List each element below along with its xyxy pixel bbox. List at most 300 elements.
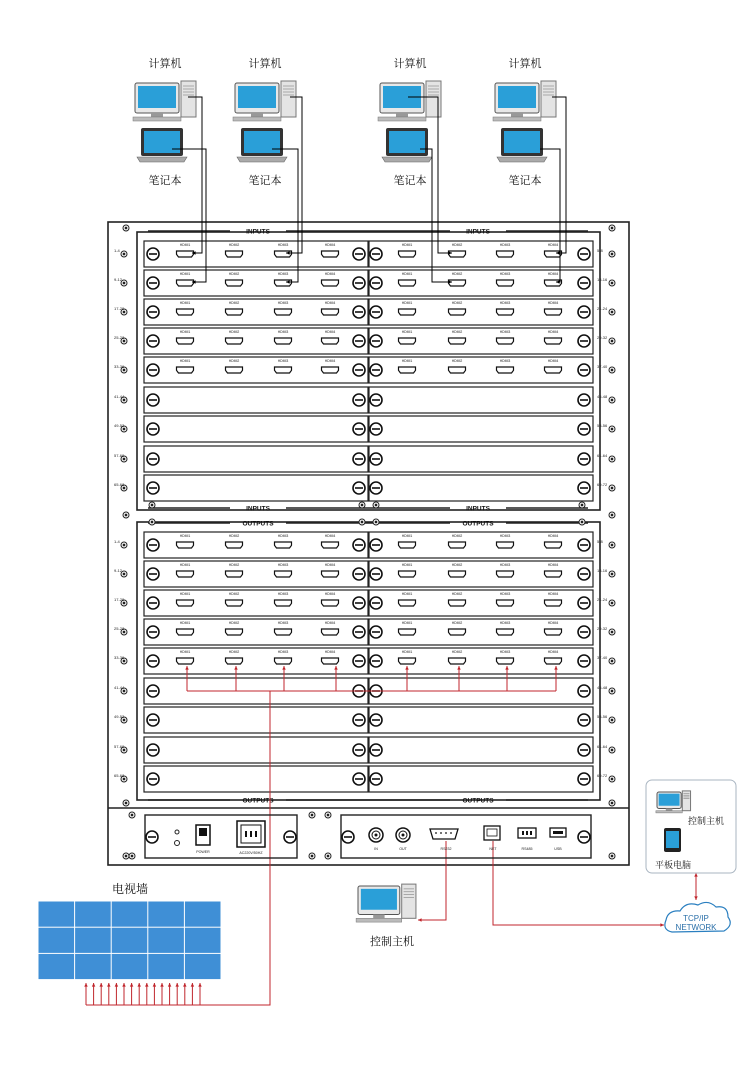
hdmi-port-label: HDMI4 <box>324 563 336 567</box>
hdmi-port-icon <box>322 629 339 635</box>
hdmi-port-label: HDMI2 <box>228 330 240 334</box>
screw-center <box>123 544 126 547</box>
tv-wall-input-arrow <box>191 983 194 987</box>
screw-center <box>611 855 614 858</box>
hdmi-port-icon <box>399 629 416 635</box>
hdmi-port-icon <box>322 280 339 286</box>
screw-center <box>611 428 614 431</box>
hdmi-port-icon <box>497 367 514 373</box>
hdmi-port-icon <box>226 338 243 344</box>
hdmi-port-icon <box>322 309 339 315</box>
hdmi-port-icon <box>497 600 514 606</box>
tv-wall-input-arrow <box>92 983 95 987</box>
screw-center <box>581 521 584 524</box>
power-switch-rocker <box>199 828 207 836</box>
screw-center <box>123 458 126 461</box>
slot-label-left: 65-68 <box>114 773 125 778</box>
bnc-pin <box>375 834 378 837</box>
screw-center <box>123 340 126 343</box>
section-label: OUTPUTS <box>462 520 494 528</box>
tv-wall-label: 电视墙 <box>111 882 149 896</box>
slot-label-left: 33-36 <box>114 364 125 369</box>
hdmi-port-icon <box>226 542 243 548</box>
slot-label-left: 1-4 <box>114 248 120 253</box>
screw-center <box>611 778 614 781</box>
net-link-arrow <box>660 923 664 926</box>
power-label: POWER <box>196 850 210 854</box>
hdmi-port-icon <box>275 629 292 635</box>
tablet-label: 平板电脑 <box>654 860 692 870</box>
tv-screen <box>75 954 111 979</box>
laptop-label: 笔记本 <box>393 175 427 187</box>
screw-center <box>123 660 126 663</box>
section-label: OUTPUTS <box>242 797 274 805</box>
hdmi-port-label: HDMI3 <box>277 330 289 334</box>
tv-screen <box>112 954 148 979</box>
hdmi-port-label: HDMI2 <box>228 621 240 625</box>
screw-center <box>123 311 126 314</box>
hdmi-port-label: HDMI1 <box>179 330 191 334</box>
hdmi-port-label: HDMI3 <box>499 243 511 247</box>
hdmi-port-icon <box>449 629 466 635</box>
slot-label-left: 9-12 <box>114 277 123 282</box>
slot-label-left: 25-28 <box>114 626 125 631</box>
screw-center <box>611 514 614 517</box>
screw-center <box>361 504 364 507</box>
computer-label: 计算机 <box>148 58 182 70</box>
hdmi-port-label: HDMI1 <box>401 592 413 596</box>
hdmi-port-label: HDMI2 <box>228 592 240 596</box>
port-label-out: OUT <box>399 847 407 851</box>
slot-label-right: 45-48 <box>597 394 608 399</box>
screw-center <box>611 602 614 605</box>
screw-center <box>151 504 154 507</box>
tv-wall <box>37 900 222 981</box>
hdmi-port-label: HDMI3 <box>499 621 511 625</box>
hdmi-port-icon <box>275 571 292 577</box>
slot-label-left: 41-44 <box>114 394 125 399</box>
screw-center <box>611 660 614 663</box>
hdmi-port-icon <box>449 251 466 257</box>
hdmi-port-icon <box>226 658 243 664</box>
slot-label-left: 49-52 <box>114 423 125 428</box>
keyboard-icon <box>656 811 682 813</box>
hdmi-port-icon <box>177 367 194 373</box>
screw-center <box>611 369 614 372</box>
slot-label-right: 53-56 <box>597 714 608 719</box>
screw-center <box>123 573 126 576</box>
screw-center <box>611 487 614 490</box>
rs232-pin <box>435 832 437 834</box>
tv-wall-input-arrow <box>160 983 163 987</box>
rs485-pin <box>526 831 528 835</box>
monitor-stand <box>373 915 384 919</box>
slot-label-right: 61-64 <box>597 744 608 749</box>
hdmi-port-label: HDMI2 <box>451 301 463 305</box>
laptop-base <box>237 157 287 162</box>
hdmi-port-icon <box>275 367 292 373</box>
screw-center <box>611 227 614 230</box>
screw-center <box>611 802 614 805</box>
tv-wall-input-arrow <box>107 983 110 987</box>
hdmi-port-label: HDMI2 <box>451 592 463 596</box>
hdmi-port-label: HDMI3 <box>499 592 511 596</box>
slot-label-right: 5-8 <box>597 539 603 544</box>
screw-center <box>611 282 614 285</box>
hdmi-port-label: HDMI1 <box>401 272 413 276</box>
monitor-screen <box>138 86 176 108</box>
screw-center <box>123 282 126 285</box>
hdmi-port-icon <box>399 280 416 286</box>
hdmi-port-label: HDMI1 <box>179 621 191 625</box>
slot-label-left: 17-20 <box>114 597 125 602</box>
ac-pin <box>250 831 252 837</box>
hdmi-port-label: HDMI4 <box>324 272 336 276</box>
slot-label-right: 13-16 <box>597 568 608 573</box>
screw-center <box>123 399 126 402</box>
tv-screen <box>39 928 75 953</box>
hdmi-port-icon <box>449 280 466 286</box>
hdmi-port-icon <box>322 338 339 344</box>
hdmi-port-icon <box>275 338 292 344</box>
screw-center <box>311 855 314 858</box>
screw-center <box>611 573 614 576</box>
laptop-screen <box>389 131 425 153</box>
hdmi-port-label: HDMI3 <box>277 243 289 247</box>
hdmi-port-label: HDMI4 <box>324 621 336 625</box>
hdmi-port-icon <box>545 338 562 344</box>
hdmi-port-label: HDMI1 <box>179 563 191 567</box>
laptop-screen <box>504 131 540 153</box>
hdmi-port-icon <box>497 338 514 344</box>
hdmi-port-label: HDMI4 <box>547 359 559 363</box>
hdmi-port-icon <box>226 571 243 577</box>
tv-wall-input-arrow <box>84 983 87 987</box>
slot-label-right: 29-32 <box>597 335 608 340</box>
hdmi-port-icon <box>322 251 339 257</box>
hdmi-port-label: HDMI2 <box>451 534 463 538</box>
laptop-label: 笔记本 <box>248 175 282 187</box>
network-label-1: TCP/IP <box>683 914 709 923</box>
hdmi-port-icon <box>399 658 416 664</box>
screw-center <box>131 855 134 858</box>
tv-wall-input-arrow <box>183 983 186 987</box>
hdmi-port-label: HDMI4 <box>547 272 559 276</box>
slot-label-left: 65-68 <box>114 482 125 487</box>
keyboard-icon <box>493 117 541 121</box>
slot-label-right: 29-32 <box>597 626 608 631</box>
screw-center <box>375 504 378 507</box>
tv-wall-input-arrow <box>115 983 118 987</box>
hdmi-port-label: HDMI4 <box>324 243 336 247</box>
screw-center <box>611 399 614 402</box>
tv-wall-input-arrow <box>175 983 178 987</box>
screw-center <box>611 749 614 752</box>
screw-center <box>311 814 314 817</box>
tv-wall-input-arrow <box>137 983 140 987</box>
screw-center <box>123 487 126 490</box>
tv-wall-input-arrow <box>145 983 148 987</box>
monitor-stand <box>396 113 408 117</box>
hdmi-port-icon <box>177 309 194 315</box>
screw-center <box>123 749 126 752</box>
computer-label: 计算机 <box>508 58 542 70</box>
hdmi-port-label: HDMI1 <box>401 359 413 363</box>
hdmi-port-label: HDMI4 <box>324 592 336 596</box>
hdmi-port-icon <box>545 600 562 606</box>
port-label-rs232: RS232 <box>440 847 452 851</box>
hdmi-port-label: HDMI4 <box>324 534 336 538</box>
screw-center <box>123 428 126 431</box>
slot-label-right: 69-72 <box>597 482 608 487</box>
slot-label-right: 37-40 <box>597 655 608 660</box>
hdmi-port-icon <box>545 367 562 373</box>
monitor-stand <box>511 113 523 117</box>
hdmi-port-label: HDMI1 <box>179 301 191 305</box>
hdmi-port-label: HDMI1 <box>179 359 191 363</box>
source-group <box>493 81 556 162</box>
hdmi-port-label: HDMI3 <box>499 563 511 567</box>
hdmi-port-label: HDMI1 <box>179 592 191 596</box>
control-host <box>356 884 416 922</box>
hdmi-port-icon <box>545 571 562 577</box>
computer-label: 计算机 <box>393 58 427 70</box>
hdmi-port-icon <box>545 542 562 548</box>
net-port-inner <box>487 829 497 836</box>
hdmi-port-label: HDMI2 <box>451 243 463 247</box>
tv-wall-input-arrow <box>153 983 156 987</box>
port-label-usb: USB <box>554 847 562 851</box>
hdmi-port-icon <box>399 309 416 315</box>
slot-label-left: 41-44 <box>114 685 125 690</box>
slot-label-left: 17-20 <box>114 306 125 311</box>
tv-screen <box>185 928 221 953</box>
hdmi-port-icon <box>399 338 416 344</box>
slot-label-left: 25-28 <box>114 335 125 340</box>
screw-center <box>581 504 584 507</box>
bnc-pin <box>402 834 405 837</box>
hdmi-port-label: HDMI2 <box>451 563 463 567</box>
rs485-pin <box>522 831 524 835</box>
hdmi-port-label: HDMI2 <box>228 301 240 305</box>
hdmi-port-icon <box>275 542 292 548</box>
screw-center <box>123 631 126 634</box>
tablet-screen <box>666 831 679 848</box>
led-icon <box>175 830 179 834</box>
hdmi-port-icon <box>497 542 514 548</box>
port-label-in: IN <box>374 847 378 851</box>
screw-center <box>611 544 614 547</box>
tv-screen <box>39 954 75 979</box>
ac-label: AC220V/50HZ <box>239 851 263 855</box>
hdmi-port-icon <box>177 658 194 664</box>
hdmi-port-label: HDMI1 <box>401 621 413 625</box>
hdmi-port-icon <box>177 251 194 257</box>
hdmi-port-icon <box>449 571 466 577</box>
monitor-stand <box>666 809 673 811</box>
hdmi-port-icon <box>322 600 339 606</box>
hdmi-port-label: HDMI3 <box>499 359 511 363</box>
hdmi-port-icon <box>497 658 514 664</box>
hdmi-port-icon <box>449 658 466 664</box>
tv-screen <box>148 902 184 927</box>
hdmi-port-icon <box>275 658 292 664</box>
laptop-screen <box>144 131 180 153</box>
hdmi-port-icon <box>322 571 339 577</box>
tv-screen <box>39 902 75 927</box>
section-label: INPUTS <box>246 228 270 236</box>
hdmi-port-label: HDMI4 <box>547 243 559 247</box>
screw-center <box>125 855 128 858</box>
hdmi-port-label: HDMI3 <box>277 592 289 596</box>
hdmi-port-label: HDMI4 <box>547 301 559 305</box>
hdmi-port-label: HDMI3 <box>499 272 511 276</box>
hdmi-port-icon <box>545 658 562 664</box>
port-label-rs485: RS485 <box>521 847 533 851</box>
screw-center <box>611 690 614 693</box>
tv-wall-input-arrow <box>198 983 201 987</box>
hdmi-port-label: HDMI4 <box>547 534 559 538</box>
screw-center <box>361 521 364 524</box>
hdmi-port-icon <box>497 571 514 577</box>
hdmi-port-label: HDMI1 <box>179 650 191 654</box>
hdmi-port-label: HDMI3 <box>277 563 289 567</box>
hdmi-port-label: HDMI3 <box>499 534 511 538</box>
tv-screen <box>148 928 184 953</box>
screw-center <box>327 855 330 858</box>
hdmi-port-label: HDMI2 <box>451 621 463 625</box>
hdmi-port-icon <box>226 367 243 373</box>
slot-label-left: 57-60 <box>114 453 125 458</box>
hdmi-port-icon <box>275 600 292 606</box>
slot-label-left: 9-12 <box>114 568 123 573</box>
screw-center <box>611 719 614 722</box>
hdmi-port-label: HDMI2 <box>228 563 240 567</box>
slot-label-right: 53-56 <box>597 423 608 428</box>
hdmi-port-label: HDMI2 <box>228 534 240 538</box>
hdmi-port-label: HDMI4 <box>547 330 559 334</box>
tv-wall-input-arrow <box>99 983 102 987</box>
tv-screen <box>112 902 148 927</box>
hdmi-port-label: HDMI3 <box>277 301 289 305</box>
laptop-base <box>137 157 187 162</box>
hdmi-port-label: HDMI1 <box>401 330 413 334</box>
slot-label-right: 5-8 <box>597 248 603 253</box>
hdmi-port-label: HDMI1 <box>179 534 191 538</box>
hdmi-port-icon <box>449 338 466 344</box>
slot-label-left: 49-52 <box>114 714 125 719</box>
monitor-screen <box>659 794 680 806</box>
screw-center <box>123 778 126 781</box>
slot-label-right: 61-64 <box>597 453 608 458</box>
hdmi-port-icon <box>449 600 466 606</box>
monitor-screen <box>238 86 276 108</box>
usb-port-tongue <box>553 831 563 834</box>
tv-wall-input-arrow <box>168 983 171 987</box>
monitor-stand <box>151 113 163 117</box>
tv-screen <box>148 954 184 979</box>
hdmi-port-label: HDMI4 <box>324 359 336 363</box>
control-host-label: 控制主机 <box>370 936 414 948</box>
slot-label-right: 37-40 <box>597 364 608 369</box>
laptop-base <box>497 157 547 162</box>
hdmi-port-icon <box>177 542 194 548</box>
laptop-screen <box>244 131 280 153</box>
hdmi-port-label: HDMI2 <box>228 650 240 654</box>
hdmi-port-label: HDMI3 <box>277 621 289 625</box>
section-label: OUTPUTS <box>462 797 494 805</box>
ac-pin <box>245 831 247 837</box>
screw-center <box>123 253 126 256</box>
hdmi-port-icon <box>226 309 243 315</box>
section-label: OUTPUTS <box>242 520 274 528</box>
hdmi-port-label: HDMI4 <box>324 650 336 654</box>
hdmi-port-label: HDMI3 <box>499 650 511 654</box>
section-label: INPUTS <box>246 505 270 513</box>
hdmi-port-label: HDMI3 <box>499 301 511 305</box>
hdmi-port-label: HDMI1 <box>401 534 413 538</box>
hdmi-port-label: HDMI1 <box>401 301 413 305</box>
hdmi-port-label: HDMI1 <box>401 243 413 247</box>
keyboard-icon <box>233 117 281 121</box>
hdmi-port-label: HDMI4 <box>547 563 559 567</box>
hdmi-port-label: HDMI4 <box>324 301 336 305</box>
screw-center <box>123 602 126 605</box>
hdmi-port-icon <box>449 309 466 315</box>
tv-screen <box>185 902 221 927</box>
hdmi-port-label: HDMI4 <box>547 621 559 625</box>
tv-wall-input-arrow <box>130 983 133 987</box>
screw-center <box>123 690 126 693</box>
slot-label-right: 69-72 <box>597 773 608 778</box>
hdmi-port-label: HDMI1 <box>401 563 413 567</box>
hdmi-port-icon <box>275 309 292 315</box>
hdmi-port-label: HDMI1 <box>179 272 191 276</box>
screw-center <box>131 814 134 817</box>
hdmi-port-icon <box>226 600 243 606</box>
hdmi-port-icon <box>497 629 514 635</box>
network-link-rev-arrow <box>694 873 697 877</box>
tv-screen <box>185 954 221 979</box>
source-group <box>133 81 196 162</box>
hdmi-port-icon <box>177 571 194 577</box>
slot-label-right: 21-24 <box>597 306 608 311</box>
monitor-screen <box>498 86 536 108</box>
hdmi-port-icon <box>497 251 514 257</box>
screw-center <box>125 802 128 805</box>
hdmi-port-icon <box>545 309 562 315</box>
rs232-pin <box>445 832 447 834</box>
laptop-label: 笔记本 <box>508 175 542 187</box>
hdmi-port-label: HDMI3 <box>277 650 289 654</box>
section-label: INPUTS <box>466 228 490 236</box>
screw-center <box>123 719 126 722</box>
screw-center <box>125 514 128 517</box>
hdmi-port-icon <box>399 600 416 606</box>
rs485-pin <box>530 831 532 835</box>
screw-center <box>327 814 330 817</box>
ground-icon <box>175 841 180 846</box>
slot-label-right: 21-24 <box>597 597 608 602</box>
hdmi-port-label: HDMI4 <box>547 592 559 596</box>
hdmi-port-icon <box>322 542 339 548</box>
hdmi-port-label: HDMI3 <box>499 330 511 334</box>
hdmi-port-label: HDMI2 <box>451 650 463 654</box>
network-label-2: NETWORK <box>675 923 717 932</box>
screw-center <box>611 340 614 343</box>
slot-label-right: 13-16 <box>597 277 608 282</box>
laptop-base <box>382 157 432 162</box>
